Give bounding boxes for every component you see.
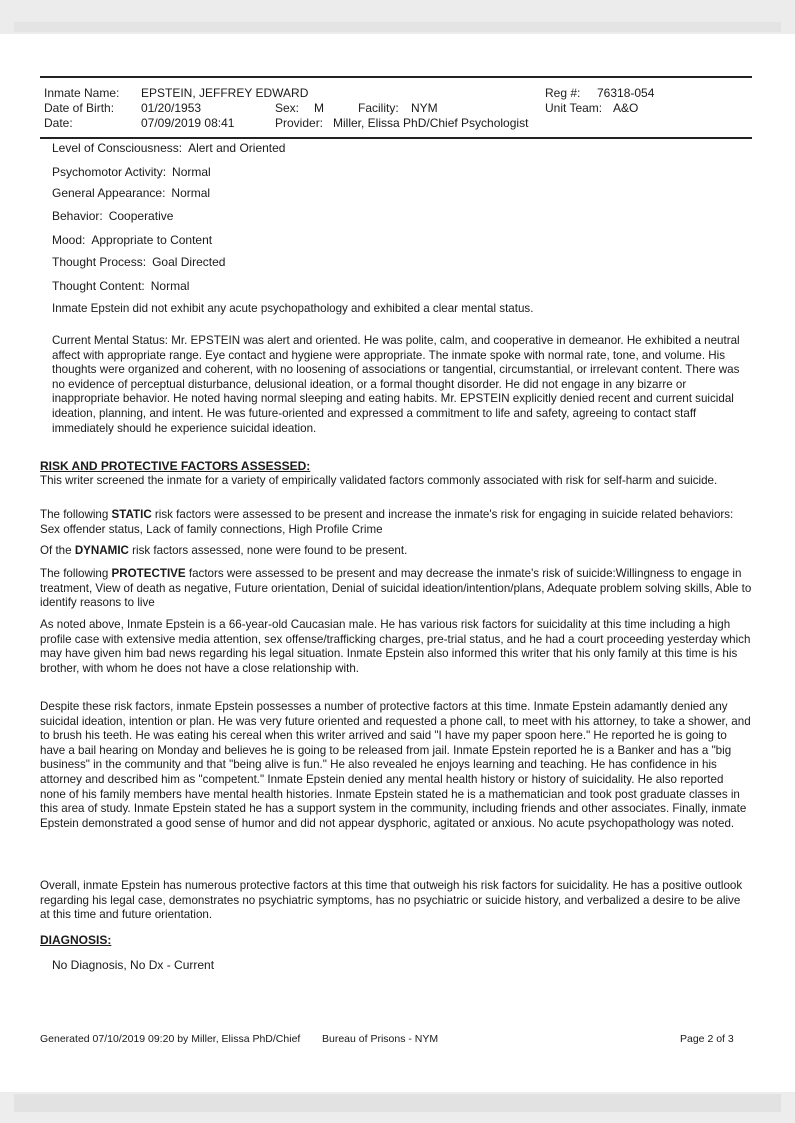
inmate-name: EPSTEIN, JEFFREY EDWARD [141,86,309,100]
reg-label: Reg #: [545,86,581,100]
static-keyword: STATIC [111,508,152,521]
dob-value: 01/20/1953 [141,101,202,115]
header-top-rule [40,76,752,78]
facility-label: Facility: [358,101,399,115]
footer-page-number: Page 2 of 3 [680,1033,734,1045]
inmate-name-label: Inmate Name: [44,86,120,100]
static-risk-paragraph: The following STATIC risk factors were assessed to be present and increase the inmate's risk for engaging in suicide related behaviors: Sex offender status, Lack of family connections, High Profile Crime [40,508,734,536]
mse-behavior: Behavior: Cooperative [52,209,174,223]
risk-intro-paragraph: This writer screened the inmate for a variety of empirically validated factors commonly associated with risk for self-harm and suicide. [40,474,718,487]
mse-consciousness: Level of Consciousness: Alert and Oriented [52,141,286,155]
mse-thought-process: Thought Process: Goal Directed [52,255,226,269]
reg-number: 76318-054 [597,86,655,100]
mse-appearance: General Appearance: Normal [52,186,211,200]
protective-factors-paragraph: The following PROTECTIVE factors were assessed to be present and may decrease the inmate's risk of suicide:Willingness to engage in treatment, View of death as negative, Future orientation, Denial of suicidal ideation/intention/plans, Adequate problem solving skills, Able to identify reasons to live [40,567,752,610]
mse-mood: Mood: Appropriate to Content [52,233,213,247]
sex-label: Sex: [275,101,300,115]
footer-bureau: Bureau of Prisons - NYM [322,1033,439,1045]
dynamic-keyword: DYNAMIC [74,544,129,557]
unit-team-label: Unit Team: [545,101,603,115]
unit-team-value: A&O [613,101,639,115]
risk-factors-heading: RISK AND PROTECTIVE FACTORS ASSESSED: [40,459,311,473]
mse-psychomotor: Psychomotor Activity: Normal [52,165,211,179]
diagnosis-heading: DIAGNOSIS: [40,933,112,947]
despite-risk-paragraph: Despite these risk factors, inmate Epstein possesses a number of protective factors at this time. Inmate Epstein adamantly denied any suicidal ideation, intention or plan. He was very future oriented and requested a phone call, to meet with his attorney, to take a shower, and to brush his teeth. He was eating his cereal when this writer arrived and said "I have my paper spoon here." He reported he is going to have a bail hearing on Monday and believes he is going to be released from jail. Inmate Epstein reported he is a Banker and has a "big business" in the community and that "being alive is fun." He also revealed he enjoys learning and teaching. He has confidence in his attorney and described him as "competent." Inmate Epstein denied any mental health history or history of suicidality. He also reported none of his family members have mental health histories. Inmate Epstein stated he is a mathematician and took post graduate classes in this area of study. Inmate Epstein stated he has a support system in the community, including friends and other associates. Finally, inmate Epstein demonstrated a good sense of humor and did not appear dysphoric, agitated or anxious. No acute psychopathology was noted. [40,700,751,830]
sex-value: M [314,101,324,115]
provider-label: Provider: [275,116,324,130]
as-noted-paragraph: As noted above, Inmate Epstein is a 66-year-old Caucasian male. He has various risk factors for suicidality at this time including a high profile case with extensive media attention, sex offense/trafficking charges, pre-trial status, and he had a court proceeding yesterday which may have given him bad news regarding his legal situation. Inmate Epstein also informed this writer that his only family at this time is his brother, with whom he does not have a close relationship with. [40,618,751,675]
date-value: 07/09/2019 08:41 [141,116,235,130]
dob-label: Date of Birth: [44,101,115,115]
footer-generated: Generated 07/10/2019 09:20 by Miller, Elissa PhD/Chief [40,1033,301,1045]
provider-value: Miller, Elissa PhD/Chief Psychologist [333,116,529,130]
overall-paragraph: Overall, inmate Epstein has numerous protective factors at this time that outweigh his risk factors for suicidality. He has a positive outlook regarding his legal case, demonstrates no psychiatric symptoms, has no psychiatric or suicide history, and verbalized a desire to be alive at this time and future orientation. [40,879,743,922]
facility-value: NYM [411,101,438,115]
header-bottom-rule [40,137,752,139]
date-label: Date: [44,116,73,130]
dynamic-risk-paragraph: Of the DYNAMIC risk factors assessed, none were found to be present. [40,544,408,557]
summary-line: Inmate Epstein did not exhibit any acute psychopathology and exhibited a clear mental status. [52,302,534,315]
protective-keyword: PROTECTIVE [111,567,186,580]
diagnosis-value: No Diagnosis, No Dx - Current [52,958,215,972]
current-mental-status-paragraph: Current Mental Status: Mr. EPSTEIN was alert and oriented. He was polite, calm, and cooperative in demeanor. He exhibited a neutral affect with appropriate range. Eye contact and hygiene were appropriate. The inmate spoke with normal rate, tone, and volume. His thoughts were organized and coherent, with no loosening of associations or tangential, circumstantial, or irrelevant content. There was no evidence of perceptual disturbance, delusional ideation, or a formal thought disorder. He did not engage in any bizarre or inappropriate behavior. He noted having normal sleeping and eating habits. Mr. EPSTEIN explicitly denied recent and current suicidal ideation, planning, and intent. He was future-oriented and expressed a commitment to life and safety, agreeing to contact staff immediately should he experience suicidal ideation. [52,334,740,435]
mse-thought-content: Thought Content: Normal [52,279,190,293]
